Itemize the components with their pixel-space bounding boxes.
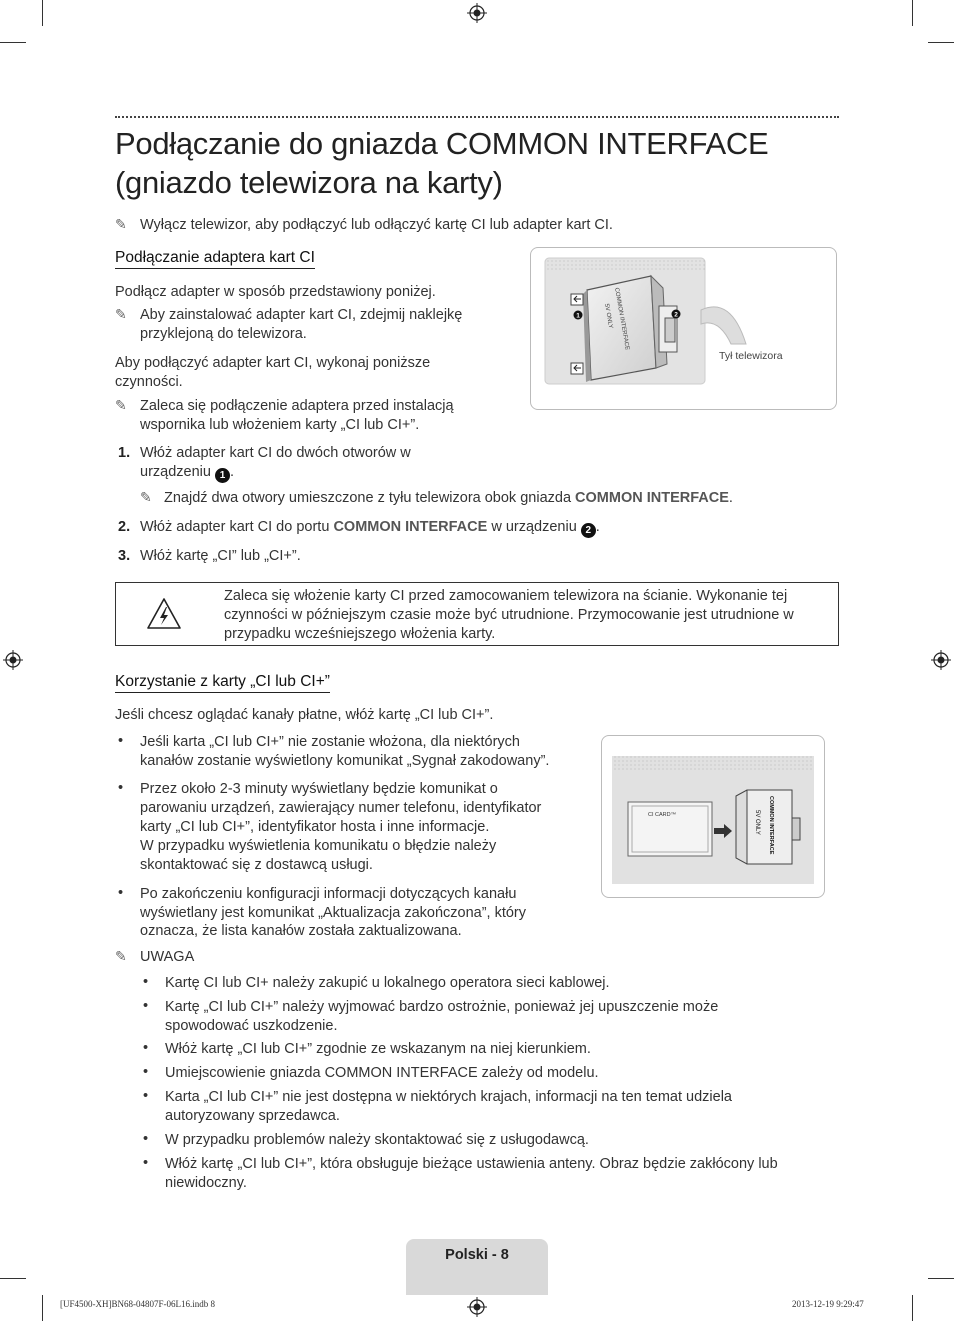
title-divider <box>115 116 839 118</box>
bullet: • <box>118 733 124 749</box>
step-bold: COMMON INTERFACE <box>333 519 488 535</box>
figure-slot-label: 5V ONLY <box>754 810 760 835</box>
note-item: Włóż kartę „CI lub CI+”, która obsługuje bieżące ustawienia anteny. Obraz będzie zakłócony lub <box>165 1156 778 1172</box>
page-number: Polski - 8 <box>445 1247 509 1263</box>
note-bold: COMMON INTERFACE <box>575 490 729 506</box>
paragraph: Podłącz adapter w sposób przedstawiony poniżej. <box>115 284 436 300</box>
pencil-note-icon: ✎ <box>140 489 152 505</box>
step-number: 3. <box>118 548 131 564</box>
note-item: Umiejscowienie gniazda COMMON INTERFACE zależy od modelu. <box>165 1065 599 1081</box>
intro-note: Wyłącz telewizor, aby podłączyć lub odłączyć kartę CI lub adapter kart CI. <box>140 217 613 233</box>
bullet: • <box>118 780 124 796</box>
bullet-text: W przypadku wyświetlenia komunikatu o błędzie należy <box>140 838 497 854</box>
paragraph: Jeśli chcesz oglądać kanały płatne, włóż kartę „CI lub CI+”. <box>115 707 494 723</box>
bullet: • <box>143 1131 149 1147</box>
step-number: 2. <box>118 519 131 535</box>
bullet: • <box>143 998 149 1014</box>
step-note <box>164 489 733 508</box>
pencil-note-icon: ✎ <box>115 948 127 964</box>
crop-mark <box>0 1278 26 1279</box>
warning-text: czynności w późniejszym czasie może być utrudnione. Przymocowanie jest utrudnione w <box>224 607 794 623</box>
bullet-text: kanałów zostanie wyświetlony komunikat „Sygnał zakodowany”. <box>140 753 550 769</box>
figure-slot-label: COMMON INTERFACE <box>768 796 774 855</box>
crop-mark <box>912 1295 913 1321</box>
crop-mark <box>42 0 43 26</box>
bullet: • <box>143 1155 149 1171</box>
crosshair-registration-icon <box>467 3 487 23</box>
tv-back-illustration <box>531 248 838 411</box>
note-line: Zaleca się podłączenie adaptera przed instalacją <box>140 398 454 414</box>
bullet-text: Przez około 2-3 minuty wyświetlany będzie komunikat o <box>140 781 498 797</box>
ci-card-illustration <box>602 736 826 899</box>
crop-mark <box>928 1278 954 1279</box>
bullet: • <box>143 1040 149 1056</box>
note-item: Kartę CI lub CI+ należy zakupić u lokalnego operatora sieci kablowej. <box>165 975 610 991</box>
adapter-figure <box>530 247 837 410</box>
warning-text: Zaleca się włożenie karty CI przed zamocowaniem telewizora na ścianie. Wykonanie tej <box>224 588 788 604</box>
crop-mark <box>0 42 26 43</box>
step-text: Włóż adapter kart CI do dwóch otworów w <box>140 445 411 461</box>
bullet-text: oznacza, że lista kanałów została zaktualizowana. <box>140 923 462 939</box>
bullet: • <box>143 974 149 990</box>
step-text-part: urządzeniu <box>140 464 211 480</box>
bullet-text: Jeśli karta „CI lub CI+” nie zostanie włożona, dla niektórych <box>140 734 520 750</box>
figure-card-text: 5V ONLY <box>603 303 614 329</box>
step-marker: 1 <box>215 468 230 483</box>
figure-card-text: COMMON INTERFACE <box>613 287 630 351</box>
warning-triangle-icon <box>146 597 182 631</box>
step-text-part: Włóż adapter kart CI do portu <box>140 519 330 535</box>
figure-marker: 1 <box>576 312 580 320</box>
note-item: Kartę „CI lub CI+” należy wyjmować bardzo ostrożnie, ponieważ jej upuszczenie może <box>165 999 719 1015</box>
note-part: Znajdź dwa otwory umieszczone z tyłu telewizora obok gniazda <box>164 490 572 506</box>
crop-mark <box>928 42 954 43</box>
step-text: Włóż adapter kart CI do portu COMMON INTERFACE w urządzeniu 2 . <box>140 519 600 536</box>
step-text-part: w urządzeniu <box>491 519 577 535</box>
notes-heading: UWAGA <box>140 949 195 965</box>
bullet-text: parowaniu urządzeń, zawierający numer telefonu, identyfikator <box>140 800 542 816</box>
print-slug-left: [UF4500-XH]BN68-04807F-06L16.indb 8 <box>60 1299 215 1309</box>
step-text: Włóż kartę „CI” lub „CI+”. <box>140 548 301 564</box>
bullet-text: karty „CI lub CI+”, identyfikator hosta i inne informacje. <box>140 819 490 835</box>
section-heading: Podłączanie adaptera kart CI <box>115 249 315 269</box>
note-part: . <box>728 490 733 506</box>
step-text: urządzeniu 1 . <box>140 464 234 481</box>
print-slug-right: 2013-12-19 9:29:47 <box>792 1299 864 1309</box>
step-number: 1. <box>118 445 131 461</box>
bullet-text: skontaktować się z dostawcą usługi. <box>140 857 373 873</box>
crop-mark <box>42 1295 43 1321</box>
note-item: Karta „CI lub CI+” nie jest dostępna w niektórych krajach, informacji na ten temat udziela <box>165 1089 732 1105</box>
crop-mark <box>912 0 913 26</box>
crosshair-registration-icon <box>931 650 951 670</box>
note-item: W przypadku problemów należy skontaktować się z usługodawcą. <box>165 1132 589 1148</box>
bullet: • <box>118 885 124 901</box>
figure-card-label: CI CARD™ <box>648 812 677 818</box>
note-item: spowodować uszkodzenie. <box>165 1018 338 1034</box>
note-item: autoryzowany sprzedawca. <box>165 1108 340 1124</box>
pencil-note-icon: ✎ <box>115 306 127 322</box>
bullet: • <box>143 1088 149 1104</box>
step-marker: 2 <box>581 523 596 538</box>
pencil-note-icon: ✎ <box>115 216 127 232</box>
page-title: Podłączanie do gniazda COMMON INTERFACE (gniazdo telewizora na karty) <box>115 126 769 200</box>
ci-card-figure <box>601 735 825 898</box>
warning-box <box>115 582 839 646</box>
paragraph: Aby podłączyć adapter kart CI, wykonaj poniższe <box>115 355 431 371</box>
bullet: • <box>143 1064 149 1080</box>
note-line: Aby zainstalować adapter kart CI, zdejmij naklejkę <box>140 307 463 323</box>
note-line: wspornika lub włożeniem karty „CI lub CI+”. <box>140 417 420 433</box>
note-item: niewidoczny. <box>165 1175 247 1191</box>
note-item: Włóż kartę „CI lub CI+” zgodnie ze wskazanym na niej kierunkiem. <box>165 1041 591 1057</box>
section-heading: Korzystanie z karty „CI lub CI+” <box>115 673 330 693</box>
pencil-note-icon: ✎ <box>115 397 127 413</box>
bullet-text: wyświetlany jest komunikat „Aktualizacja zakończona”, który <box>140 905 527 921</box>
paragraph: czynności. <box>115 374 183 390</box>
note-line: przyklejoną do telewizora. <box>140 326 307 342</box>
bullet-text: Po zakończeniu konfiguracji informacji dotyczących kanału <box>140 886 517 902</box>
crosshair-registration-icon <box>3 650 23 670</box>
crosshair-registration-icon <box>467 1297 487 1317</box>
figure-marker: 2 <box>674 311 678 319</box>
figure-label: Tył telewizora <box>719 350 783 362</box>
warning-text: przypadku wcześniejszego włożenia karty. <box>224 626 496 642</box>
